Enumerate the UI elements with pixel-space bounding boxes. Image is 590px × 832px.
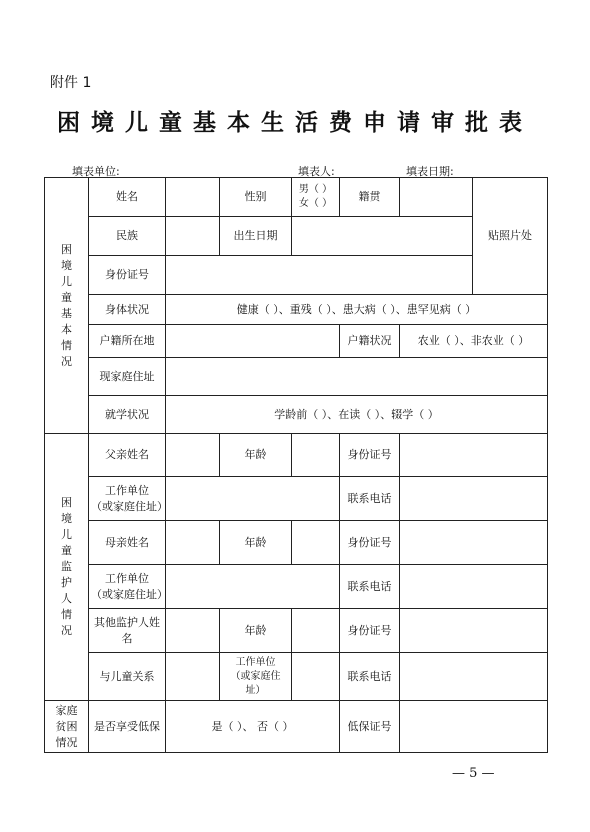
photo-placeholder: 贴照片处 xyxy=(473,178,548,295)
other-guardian-age-field[interactable] xyxy=(292,609,340,653)
table-row xyxy=(45,295,548,325)
table-row xyxy=(45,396,548,434)
other-guardian-id-field[interactable] xyxy=(400,609,548,653)
approval-form-table xyxy=(44,177,548,753)
father-work-unit-field[interactable] xyxy=(166,477,340,521)
dibao-cert-field[interactable] xyxy=(400,701,548,753)
table-row xyxy=(45,565,548,609)
other-guardian-label: 其他监护人姓 名 xyxy=(89,609,166,653)
table-row xyxy=(45,178,548,217)
address-field[interactable] xyxy=(166,358,548,396)
ethnicity-label: 民族 xyxy=(89,217,166,256)
attachment-label: 附件 1 xyxy=(50,75,92,91)
other-guardian-age-label: 年龄 xyxy=(220,609,292,653)
table-row xyxy=(45,521,548,565)
table-row xyxy=(45,256,548,295)
hukou-location-label: 户籍所在地 xyxy=(89,325,166,358)
mother-name-label: 母亲姓名 xyxy=(89,521,166,565)
mother-phone-field[interactable] xyxy=(400,565,548,609)
page-number: — 5 — xyxy=(452,766,495,781)
gender-options[interactable]: 男（ ） 女（ ） xyxy=(292,178,340,217)
table-row xyxy=(45,701,548,753)
table-row xyxy=(45,653,548,701)
other-guardian-work-unit-field[interactable] xyxy=(292,653,340,701)
child-id-field[interactable] xyxy=(166,256,473,295)
dibao-cert-label: 低保证号 xyxy=(340,701,400,753)
father-phone-field[interactable] xyxy=(400,477,548,521)
table-row xyxy=(45,358,548,396)
fill-person-label: 填表人: xyxy=(298,165,335,178)
hukou-location-field[interactable] xyxy=(166,325,340,358)
schooling-label: 就学状况 xyxy=(89,396,166,434)
dibao-options[interactable]: 是（ ）、 否（ ） xyxy=(166,701,340,753)
father-phone-label: 联系电话 xyxy=(340,477,400,521)
ethnicity-field[interactable] xyxy=(166,217,220,256)
mother-age-field[interactable] xyxy=(292,521,340,565)
table-row xyxy=(45,434,548,477)
section-basic-info: 困 境 儿 童 基 本 情 况 xyxy=(45,178,89,434)
relation-field[interactable] xyxy=(166,653,220,701)
other-guardian-phone-label: 联系电话 xyxy=(340,653,400,701)
name-field[interactable] xyxy=(166,178,220,217)
mother-id-label: 身份证号 xyxy=(340,521,400,565)
health-label: 身体状况 xyxy=(89,295,166,325)
fill-date-label: 填表日期: xyxy=(406,165,454,178)
mother-name-field[interactable] xyxy=(166,521,220,565)
address-label: 现家庭住址 xyxy=(89,358,166,396)
table-row xyxy=(45,217,548,256)
hukou-status-label: 户籍状况 xyxy=(340,325,400,358)
gender-label: 性别 xyxy=(220,178,292,217)
father-name-field[interactable] xyxy=(166,434,220,477)
table-row xyxy=(45,609,548,653)
native-place-field[interactable] xyxy=(400,178,473,217)
child-id-label: 身份证号 xyxy=(89,256,166,295)
dibao-label: 是否享受低保 xyxy=(89,701,166,753)
section-poverty-info: 家庭 贫困 情况 xyxy=(45,701,89,753)
name-label: 姓名 xyxy=(89,178,166,217)
relation-label: 与儿童关系 xyxy=(89,653,166,701)
mother-age-label: 年龄 xyxy=(220,521,292,565)
father-id-field[interactable] xyxy=(400,434,548,477)
other-guardian-work-unit-label: 工作单位 （或家庭住 址） xyxy=(220,653,292,701)
mother-id-field[interactable] xyxy=(400,521,548,565)
father-name-label: 父亲姓名 xyxy=(89,434,166,477)
section-guardian-info: 困 境 儿 童 监 护 人 情 况 xyxy=(45,434,89,701)
fill-unit-label: 填表单位: xyxy=(72,165,120,178)
father-age-field[interactable] xyxy=(292,434,340,477)
table-row xyxy=(45,477,548,521)
other-guardian-field[interactable] xyxy=(166,609,220,653)
table-row xyxy=(45,325,548,358)
father-id-label: 身份证号 xyxy=(340,434,400,477)
birth-date-field[interactable] xyxy=(292,217,473,256)
other-guardian-id-label: 身份证号 xyxy=(340,609,400,653)
birth-date-label: 出生日期 xyxy=(220,217,292,256)
father-age-label: 年龄 xyxy=(220,434,292,477)
hukou-status-options[interactable]: 农业（ ）、非农业（ ） xyxy=(400,325,548,358)
other-guardian-phone-field[interactable] xyxy=(400,653,548,701)
schooling-options[interactable]: 学龄前（ ）、在读（ ）、辍学（ ） xyxy=(166,396,548,434)
mother-work-unit-label: 工作单位 （或家庭住址） xyxy=(89,565,166,609)
father-work-unit-label: 工作单位 （或家庭住址） xyxy=(89,477,166,521)
native-place-label: 籍贯 xyxy=(340,178,400,217)
mother-work-unit-field[interactable] xyxy=(166,565,340,609)
mother-phone-label: 联系电话 xyxy=(340,565,400,609)
health-options[interactable]: 健康（ ）、重残（ ）、患大病（ ）、患罕见病（ ） xyxy=(166,295,548,325)
form-title: 困境儿童基本生活费申请审批表 xyxy=(57,109,533,136)
